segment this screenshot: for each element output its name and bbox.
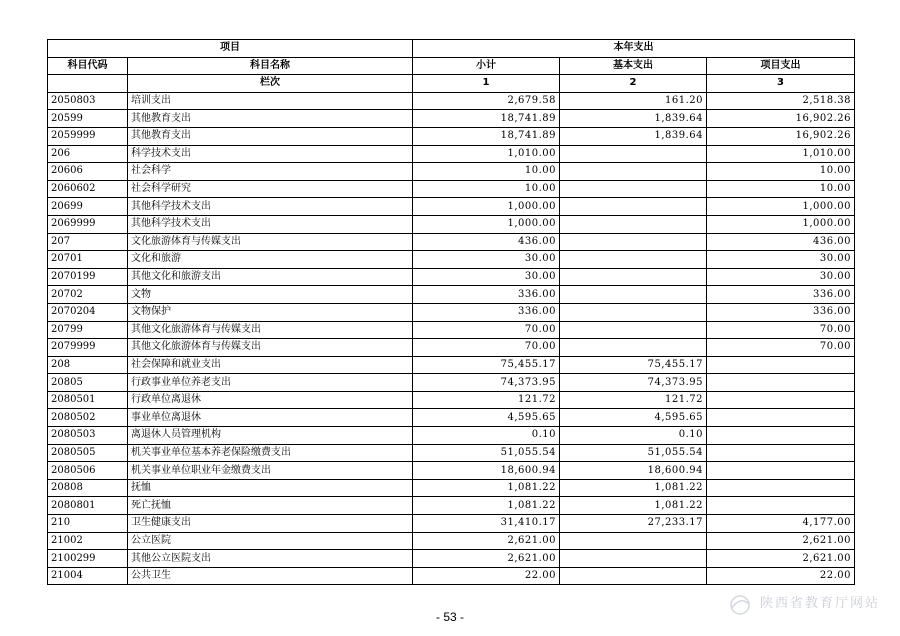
project-cell: 70.00 xyxy=(707,339,855,357)
subtotal-cell: 30.00 xyxy=(413,268,560,286)
name-cell: 行政单位离退休 xyxy=(128,391,413,409)
name-cell: 抚恤 xyxy=(128,479,413,497)
table-body xyxy=(48,92,855,585)
table-row xyxy=(48,444,855,462)
table-row xyxy=(48,497,855,515)
code-cell: 2080506 xyxy=(48,462,128,480)
header-current-year-expense: 本年支出 xyxy=(413,40,855,58)
code-cell: 2059999 xyxy=(48,127,128,145)
basic-cell: 1,081.22 xyxy=(560,479,707,497)
code-cell: 2070199 xyxy=(48,268,128,286)
subtotal-cell: 1,081.22 xyxy=(413,497,560,515)
name-cell: 公立医院 xyxy=(128,532,413,550)
header-code: 科目代码 xyxy=(48,57,128,75)
code-cell: 20805 xyxy=(48,374,128,392)
subtotal-cell: 18,741.89 xyxy=(413,110,560,128)
name-cell: 文物 xyxy=(128,286,413,304)
code-cell: 2080503 xyxy=(48,427,128,445)
basic-cell: 4,595.65 xyxy=(560,409,707,427)
table-row xyxy=(48,356,855,374)
subtotal-cell: 4,595.65 xyxy=(413,409,560,427)
table-row xyxy=(48,215,855,233)
name-cell: 社会科学研究 xyxy=(128,180,413,198)
project-cell: 436.00 xyxy=(707,233,855,251)
header-name: 科目名称 xyxy=(128,57,413,75)
basic-cell: 0.10 xyxy=(560,427,707,445)
basic-cell xyxy=(560,180,707,198)
project-cell: 1,010.00 xyxy=(707,145,855,163)
subtotal-cell: 2,621.00 xyxy=(413,550,560,568)
basic-cell xyxy=(560,268,707,286)
subtotal-cell: 10.00 xyxy=(413,180,560,198)
basic-cell: 51,055.54 xyxy=(560,444,707,462)
project-cell: 336.00 xyxy=(707,286,855,304)
table-row xyxy=(48,550,855,568)
project-cell: 10.00 xyxy=(707,163,855,181)
project-cell xyxy=(707,497,855,515)
subtotal-cell: 51,055.54 xyxy=(413,444,560,462)
table-row xyxy=(48,251,855,269)
subtotal-cell: 22.00 xyxy=(413,567,560,585)
project-cell: 30.00 xyxy=(707,268,855,286)
name-cell: 行政事业单位养老支出 xyxy=(128,374,413,392)
table-row xyxy=(48,374,855,392)
basic-cell: 1,839.64 xyxy=(560,110,707,128)
table-row xyxy=(48,92,855,110)
subtotal-cell: 74,373.95 xyxy=(413,374,560,392)
page-number: - 53 - xyxy=(435,610,464,624)
table-row xyxy=(48,110,855,128)
table-row xyxy=(48,233,855,251)
basic-cell xyxy=(560,198,707,216)
project-cell: 16,902.26 xyxy=(707,110,855,128)
table-row xyxy=(48,567,855,585)
name-cell: 培训支出 xyxy=(128,92,413,110)
basic-cell: 27,233.17 xyxy=(560,515,707,533)
project-cell: 16,902.26 xyxy=(707,127,855,145)
basic-cell: 1,839.64 xyxy=(560,127,707,145)
subtotal-cell: 30.00 xyxy=(413,251,560,269)
name-cell: 卫生健康支出 xyxy=(128,515,413,533)
name-cell: 社会保障和就业支出 xyxy=(128,356,413,374)
project-cell: 70.00 xyxy=(707,321,855,339)
basic-cell xyxy=(560,321,707,339)
basic-cell xyxy=(560,251,707,269)
basic-cell: 121.72 xyxy=(560,391,707,409)
header-col-3: 3 xyxy=(707,75,855,93)
code-cell: 20699 xyxy=(48,198,128,216)
table-row xyxy=(48,409,855,427)
code-cell: 21002 xyxy=(48,532,128,550)
name-cell: 其他文化和旅游支出 xyxy=(128,268,413,286)
table-row xyxy=(48,339,855,357)
project-cell xyxy=(707,374,855,392)
project-cell: 2,518.38 xyxy=(707,92,855,110)
code-cell: 20606 xyxy=(48,163,128,181)
project-cell xyxy=(707,391,855,409)
table-row xyxy=(48,515,855,533)
basic-cell xyxy=(560,339,707,357)
header-project: 项目支出 xyxy=(707,57,855,75)
name-cell: 其他公立医院支出 xyxy=(128,550,413,568)
project-cell xyxy=(707,356,855,374)
name-cell: 事业单位离退休 xyxy=(128,409,413,427)
subtotal-cell: 2,679.58 xyxy=(413,92,560,110)
header-row-2 xyxy=(48,57,855,75)
name-cell: 离退休人员管理机构 xyxy=(128,427,413,445)
table-row xyxy=(48,127,855,145)
project-cell: 4,177.00 xyxy=(707,515,855,533)
table-row xyxy=(48,532,855,550)
name-cell: 死亡抚恤 xyxy=(128,497,413,515)
code-cell: 20599 xyxy=(48,110,128,128)
subtotal-cell: 2,621.00 xyxy=(413,532,560,550)
project-cell: 22.00 xyxy=(707,567,855,585)
code-cell: 2069999 xyxy=(48,215,128,233)
code-cell: 2080505 xyxy=(48,444,128,462)
header-col-2: 2 xyxy=(560,75,707,93)
subtotal-cell: 31,410.17 xyxy=(413,515,560,533)
subtotal-cell: 70.00 xyxy=(413,339,560,357)
project-cell xyxy=(707,409,855,427)
name-cell: 其他文化旅游体育与传媒支出 xyxy=(128,321,413,339)
project-cell: 10.00 xyxy=(707,180,855,198)
table-row xyxy=(48,286,855,304)
code-cell: 2070204 xyxy=(48,303,128,321)
header-row-1 xyxy=(48,40,855,58)
table-row xyxy=(48,462,855,480)
basic-cell xyxy=(560,567,707,585)
code-cell: 20701 xyxy=(48,251,128,269)
basic-cell xyxy=(560,532,707,550)
project-cell xyxy=(707,479,855,497)
subtotal-cell: 121.72 xyxy=(413,391,560,409)
project-cell: 30.00 xyxy=(707,251,855,269)
table-row xyxy=(48,427,855,445)
subtotal-cell: 70.00 xyxy=(413,321,560,339)
table-row xyxy=(48,163,855,181)
project-cell xyxy=(707,444,855,462)
basic-cell: 18,600.94 xyxy=(560,462,707,480)
code-cell: 210 xyxy=(48,515,128,533)
subtotal-cell: 18,741.89 xyxy=(413,127,560,145)
project-cell xyxy=(707,427,855,445)
basic-cell xyxy=(560,163,707,181)
name-cell: 其他科学技术支出 xyxy=(128,215,413,233)
code-cell: 2100299 xyxy=(48,550,128,568)
header-row-3 xyxy=(48,75,855,93)
basic-cell: 161.20 xyxy=(560,92,707,110)
header-column-label: 栏次 xyxy=(128,75,413,93)
table-row xyxy=(48,145,855,163)
name-cell: 公共卫生 xyxy=(128,567,413,585)
subtotal-cell: 1,000.00 xyxy=(413,198,560,216)
subtotal-cell: 1,010.00 xyxy=(413,145,560,163)
watermark-text: 陕西省教育厅网站 xyxy=(760,596,881,611)
basic-cell xyxy=(560,303,707,321)
project-cell: 1,000.00 xyxy=(707,215,855,233)
project-cell xyxy=(707,462,855,480)
subtotal-cell: 75,455.17 xyxy=(413,356,560,374)
name-cell: 其他教育支出 xyxy=(128,110,413,128)
table-row xyxy=(48,303,855,321)
name-cell: 文化和旅游 xyxy=(128,251,413,269)
project-cell: 2,621.00 xyxy=(707,550,855,568)
project-cell: 1,000.00 xyxy=(707,198,855,216)
code-cell: 207 xyxy=(48,233,128,251)
project-cell: 336.00 xyxy=(707,303,855,321)
code-cell: 208 xyxy=(48,356,128,374)
table-row xyxy=(48,198,855,216)
name-cell: 其他教育支出 xyxy=(128,127,413,145)
code-cell: 2060602 xyxy=(48,180,128,198)
basic-cell xyxy=(560,233,707,251)
code-cell: 2079999 xyxy=(48,339,128,357)
code-cell: 2080501 xyxy=(48,391,128,409)
code-cell: 20808 xyxy=(48,479,128,497)
header-item: 项目 xyxy=(48,40,413,58)
basic-cell: 1,081.22 xyxy=(560,497,707,515)
code-cell: 2050803 xyxy=(48,92,128,110)
code-cell: 20799 xyxy=(48,321,128,339)
basic-cell xyxy=(560,145,707,163)
subtotal-cell: 436.00 xyxy=(413,233,560,251)
table-row xyxy=(48,180,855,198)
name-cell: 社会科学 xyxy=(128,163,413,181)
header-subtotal: 小计 xyxy=(413,57,560,75)
header-col-1: 1 xyxy=(413,75,560,93)
name-cell: 机关事业单位职业年金缴费支出 xyxy=(128,462,413,480)
name-cell: 文化旅游体育与传媒支出 xyxy=(128,233,413,251)
basic-cell xyxy=(560,215,707,233)
subtotal-cell: 336.00 xyxy=(413,303,560,321)
table-row xyxy=(48,479,855,497)
code-cell: 206 xyxy=(48,145,128,163)
name-cell: 科学技术支出 xyxy=(128,145,413,163)
subtotal-cell: 0.10 xyxy=(413,427,560,445)
header-blank xyxy=(48,75,128,93)
project-cell: 2,621.00 xyxy=(707,532,855,550)
subtotal-cell: 18,600.94 xyxy=(413,462,560,480)
subtotal-cell: 336.00 xyxy=(413,286,560,304)
code-cell: 21004 xyxy=(48,567,128,585)
subtotal-cell: 1,000.00 xyxy=(413,215,560,233)
basic-cell xyxy=(560,550,707,568)
header-basic: 基本支出 xyxy=(560,57,707,75)
table-row xyxy=(48,268,855,286)
basic-cell xyxy=(560,286,707,304)
subtotal-cell: 10.00 xyxy=(413,163,560,181)
table-row xyxy=(48,321,855,339)
basic-cell: 74,373.95 xyxy=(560,374,707,392)
name-cell: 文物保护 xyxy=(128,303,413,321)
name-cell: 其他科学技术支出 xyxy=(128,198,413,216)
code-cell: 2080502 xyxy=(48,409,128,427)
basic-cell: 75,455.17 xyxy=(560,356,707,374)
code-cell: 2080801 xyxy=(48,497,128,515)
budget-expense-table xyxy=(47,39,855,585)
subtotal-cell: 1,081.22 xyxy=(413,479,560,497)
name-cell: 其他文化旅游体育与传媒支出 xyxy=(128,339,413,357)
name-cell: 机关事业单位基本养老保险缴费支出 xyxy=(128,444,413,462)
code-cell: 20702 xyxy=(48,286,128,304)
table-row xyxy=(48,391,855,409)
